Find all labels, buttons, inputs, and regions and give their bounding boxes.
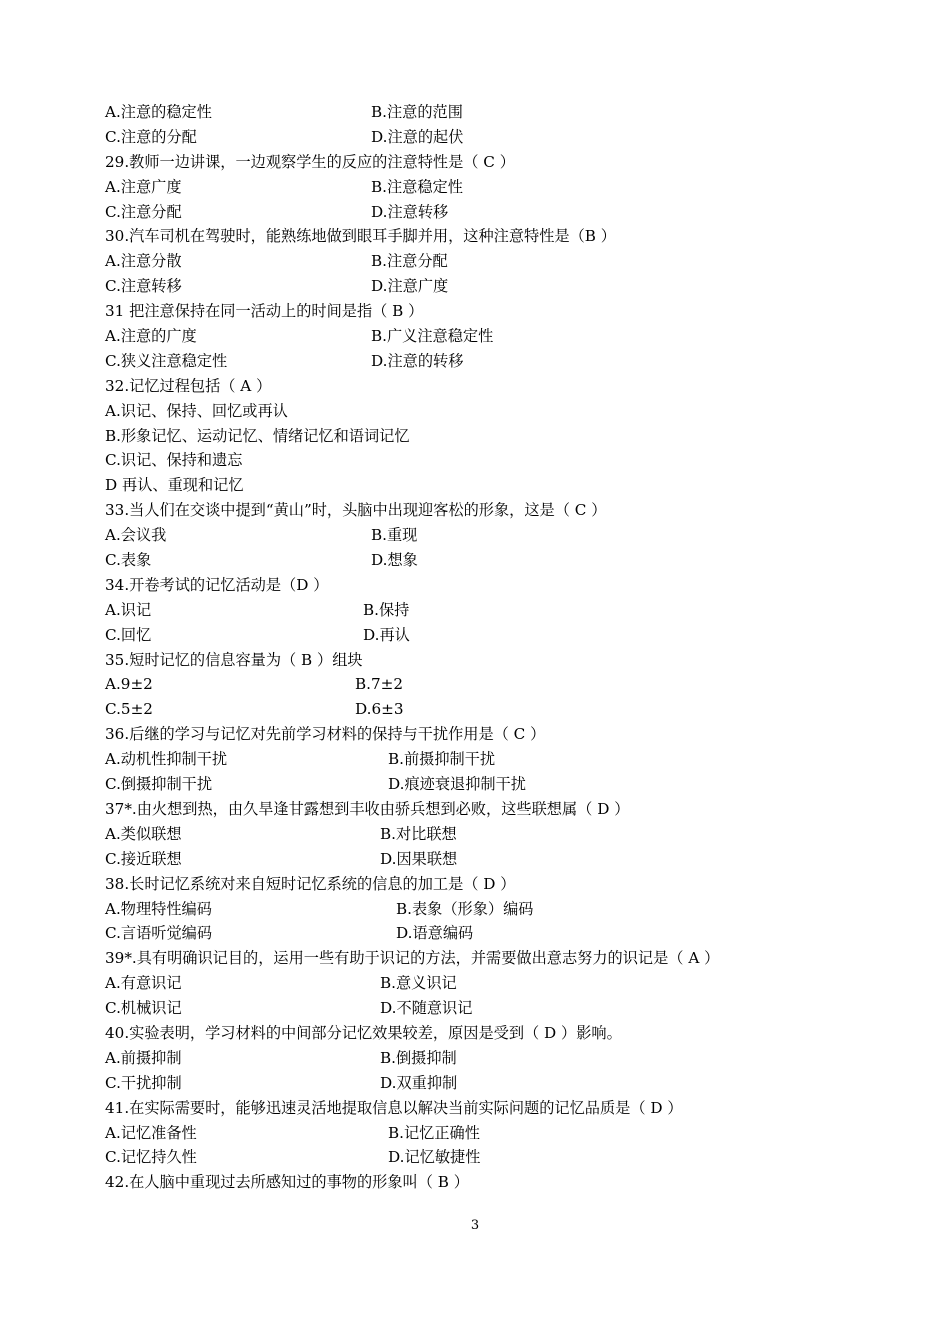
- answer-options-row: [105, 847, 865, 872]
- option-left: C.言语听觉编码: [105, 924, 213, 943]
- answer-options-row: [105, 349, 865, 374]
- option-left: A.会议我: [105, 526, 167, 545]
- option-right: B.7±2: [355, 675, 404, 694]
- question-text: 36.后继的学习与记忆对先前学习材料的保持与干扰作用是（ C ）: [105, 725, 546, 744]
- option-left: A.动机性抑制干扰: [105, 750, 228, 769]
- answer-options-row: [105, 772, 865, 797]
- answer-options-row: [105, 921, 865, 946]
- document-body: [105, 100, 865, 1195]
- option-left: C.表象: [105, 551, 152, 570]
- question-text: 39*.具有明确识记目的，运用一些有助于识记的方法，并需要做出意志努力的识记是（ A ）: [105, 949, 720, 968]
- answer-options-row: [105, 523, 865, 548]
- option-right: D.语意编码: [396, 924, 474, 943]
- question-text: 38.长时记忆系统对来自短时记忆系统的信息的加工是（ D ）: [105, 874, 516, 893]
- option-right: B.注意分配: [371, 252, 448, 271]
- option-left: C.倒摄抑制干扰: [105, 775, 213, 794]
- option-left: C.机械识记: [105, 999, 182, 1018]
- option-left: C.干扰抑制: [105, 1073, 182, 1092]
- question-text: 31 把注意保持在同一活动上的时间是指（ B ）: [105, 302, 424, 321]
- answer-options-row: [105, 1121, 865, 1146]
- answer-options-row: [105, 548, 865, 573]
- answer-options-row: [105, 822, 865, 847]
- option-right: B.重现: [371, 526, 418, 545]
- question-text: 30.汽车司机在驾驶时，能熟练地做到眼耳手脚并用，这种注意特性是（B ）: [105, 227, 616, 246]
- option-right: B.意义识记: [380, 974, 457, 993]
- option-left: C.接近联想: [105, 849, 182, 868]
- question-text: 41.在实际需要时，能够迅速灵活地提取信息以解决当前实际问题的记忆品质是（ D ）: [105, 1098, 683, 1117]
- question-text: 40.实验表明，学习材料的中间部分记忆效果较差，原因是受到（ D ）影响。: [105, 1023, 622, 1042]
- answer-options-row: [105, 324, 865, 349]
- question-text: 33.当人们在交谈中提到“黄山”时，头脑中出现迎客松的形象，这是（ C ）: [105, 501, 607, 520]
- question-text: 32.记忆过程包括（ A ）: [105, 376, 272, 395]
- option-left: A.记忆准备性: [105, 1123, 197, 1142]
- question-text: 35.短时记忆的信息容量为（ B ）组块: [105, 650, 363, 669]
- option-right: D.想象: [371, 551, 418, 570]
- option-right: D.因果联想: [380, 849, 458, 868]
- answer-options-row: [105, 274, 865, 299]
- option-left: A.类似联想: [105, 824, 182, 843]
- option-left: C.记忆持久性: [105, 1148, 197, 1167]
- option-right: D.注意的起伏: [371, 127, 464, 146]
- option-right: D.注意转移: [371, 202, 449, 221]
- answer-options-row: [105, 996, 865, 1021]
- option-right: D.6±3: [355, 700, 404, 719]
- option-left: C.注意转移: [105, 277, 182, 296]
- option-right: D.痕迹衰退抑制干扰: [388, 775, 526, 794]
- option-left: C.回忆: [105, 625, 152, 644]
- answer-option: A.识记、保持、回忆或再认: [105, 401, 288, 420]
- option-left: A.识记: [105, 600, 152, 619]
- option-right: D.注意的转移: [371, 351, 464, 370]
- option-right: B.保持: [363, 600, 410, 619]
- option-right: B.记忆正确性: [388, 1123, 480, 1142]
- question-text: 37*.由火想到热，由久旱逢甘露想到丰收由骄兵想到必败，这些联想属（ D ）: [105, 799, 630, 818]
- answer-options-row: [105, 697, 865, 722]
- answer-options-row: [105, 1145, 865, 1170]
- option-left: A.注意的广度: [105, 327, 197, 346]
- answer-option: B.形象记忆、运动记忆、情绪记忆和语词记忆: [105, 426, 410, 445]
- option-right: B.表象（形象）编码: [396, 899, 534, 918]
- option-right: B.倒摄抑制: [380, 1048, 457, 1067]
- question-text: 29.教师一边讲课，一边观察学生的反应的注意特性是（ C ）: [105, 152, 515, 171]
- option-left: C.注意分配: [105, 202, 182, 221]
- answer-options-row: [105, 897, 865, 922]
- answer-options-row: [105, 175, 865, 200]
- page-number: 3: [470, 1218, 480, 1233]
- answer-options-row: [105, 598, 865, 623]
- answer-options-row: [105, 623, 865, 648]
- option-right: D.再认: [363, 625, 410, 644]
- option-right: D.双重抑制: [380, 1073, 458, 1092]
- option-right: D.不随意识记: [380, 999, 473, 1018]
- option-left: A.注意广度: [105, 177, 182, 196]
- answer-options-row: [105, 1071, 865, 1096]
- option-right: B.注意稳定性: [371, 177, 463, 196]
- answer-options-row: [105, 747, 865, 772]
- answer-options-row: [105, 125, 865, 150]
- option-right: D.记忆敏捷性: [388, 1148, 481, 1167]
- question-text: 42.在人脑中重现过去所感知过的事物的形象叫（ B ）: [105, 1173, 469, 1192]
- option-right: D.注意广度: [371, 277, 449, 296]
- answer-options-row: [105, 200, 865, 225]
- answer-options-row: [105, 1046, 865, 1071]
- option-left: A.注意的稳定性: [105, 103, 212, 121]
- answer-options-row: [105, 100, 865, 125]
- option-right: B.对比联想: [380, 824, 457, 843]
- option-left: A.有意识记: [105, 974, 182, 993]
- answer-options-row: [105, 672, 865, 697]
- answer-option: C.识记、保持和遗忘: [105, 451, 243, 470]
- option-right: B.前摄抑制干扰: [388, 750, 496, 769]
- answer-option: D 再认、重现和记忆: [105, 476, 244, 495]
- option-left: C.狭义注意稳定性: [105, 351, 228, 370]
- option-left: A.前摄抑制: [105, 1048, 182, 1067]
- option-left: A.9±2: [105, 675, 153, 694]
- option-right: B.广义注意稳定性: [371, 327, 494, 346]
- option-left: A.注意分散: [105, 252, 182, 271]
- option-left: A.物理特性编码: [105, 899, 212, 918]
- option-left: C.5±2: [105, 700, 153, 719]
- option-right: B.注意的范围: [371, 103, 463, 121]
- answer-options-row: [105, 249, 865, 274]
- question-text: 34.开卷考试的记忆活动是（D ）: [105, 575, 329, 594]
- option-left: C.注意的分配: [105, 127, 197, 146]
- answer-options-row: [105, 971, 865, 996]
